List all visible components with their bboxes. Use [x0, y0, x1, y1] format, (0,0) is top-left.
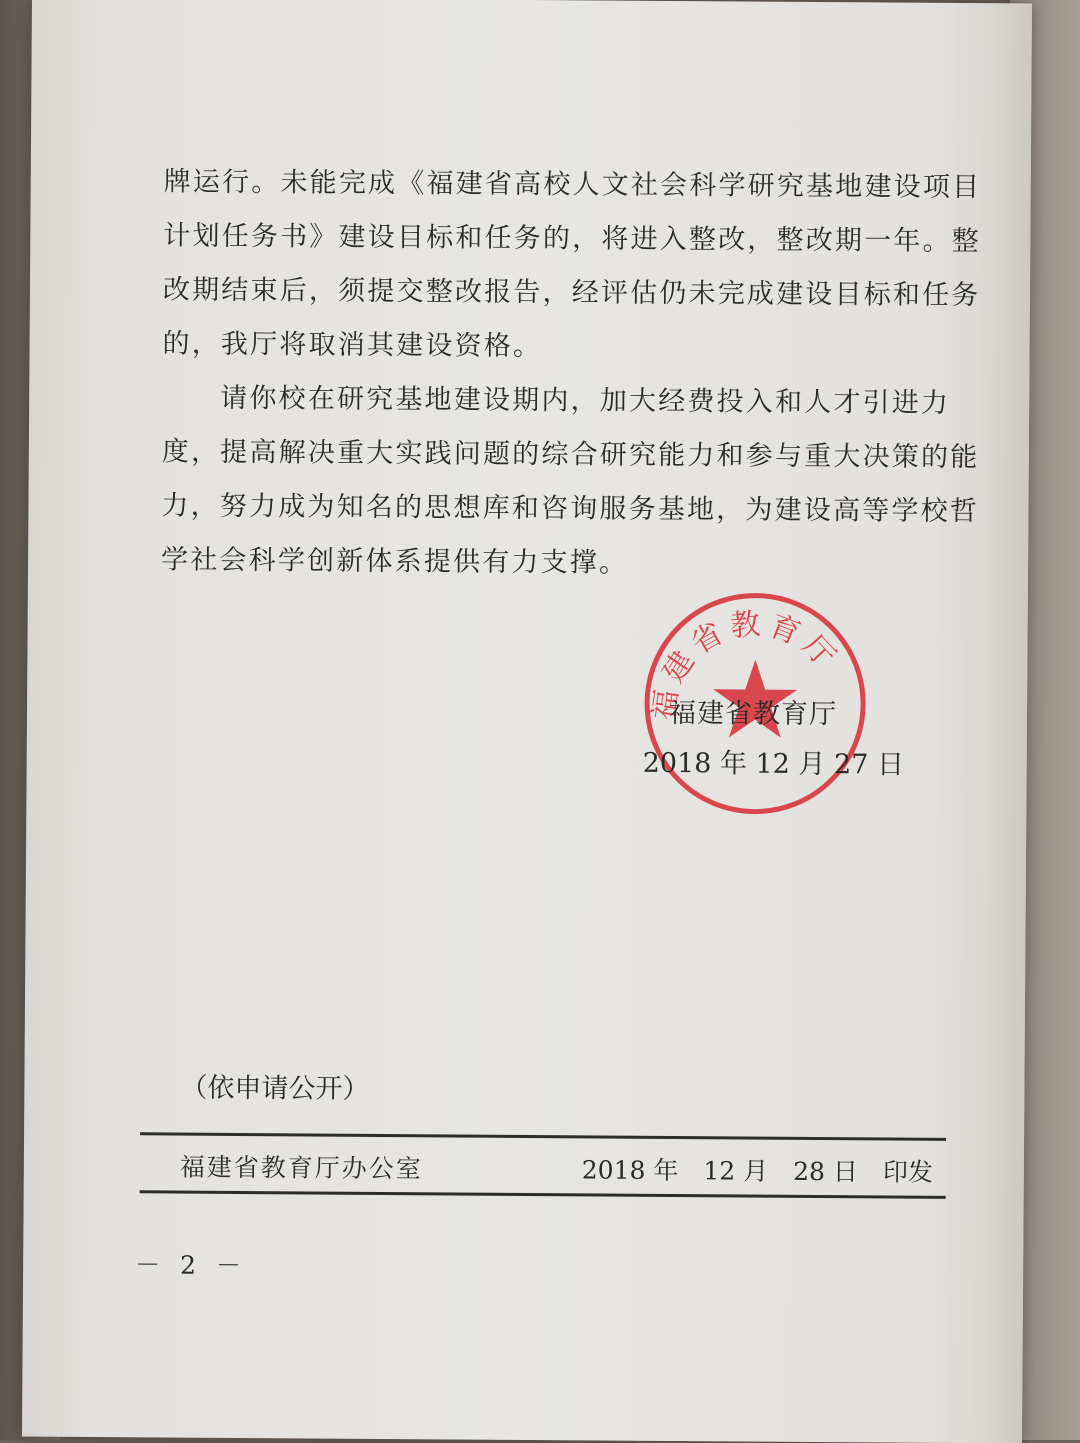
para1-line-2: 计划任务书》建设目标和任务的，将进入整改，整改期一年。整 — [163, 220, 982, 258]
para2-line-1: 请你校在研究基地建设期内，加大经费投入和人才引进力 — [220, 382, 951, 419]
footer-rule-bottom — [140, 1190, 946, 1199]
footer-issuer: 福建省教育厅办公室 — [179, 1152, 423, 1184]
para2-line-2: 度，提高解决重大实践问题的综合研究能力和参与重大决策的能 — [161, 436, 980, 474]
footer-rule-top — [140, 1132, 946, 1141]
para2-line-4: 学社会科学创新体系提供有力支撑。 — [160, 544, 629, 579]
paragraph-2 — [160, 371, 980, 592]
para1-line-1: 牌运行。未能完成《福建省高校人文社会科学研究基地建设项目 — [163, 166, 982, 204]
para2-line-3: 力，努力成为知名的思想库和咨询服务基地，为建设高等学校哲 — [161, 490, 980, 528]
disclosure-note: （依申请公开） — [180, 1072, 370, 1105]
para1-line-4: 的，我厅将取消其建设资格。 — [162, 328, 543, 363]
seal-text: 福建省教育厅 — [646, 606, 846, 723]
footer-issued-date: 2018 年 12 月 28 日 印发 — [581, 1155, 934, 1187]
paragraph-1 — [162, 155, 982, 376]
para1-line-3: 改期结束后，须提交整改报告，经评估仍未完成建设目标和任务 — [162, 274, 981, 312]
signature-organization: 福建省教育厅 — [668, 697, 838, 731]
document-page — [22, 0, 1032, 1443]
signature-date: 2018 年 12 月 27 日 — [642, 747, 905, 781]
page-number: － 2 － — [135, 1250, 248, 1281]
body-text — [160, 155, 982, 592]
